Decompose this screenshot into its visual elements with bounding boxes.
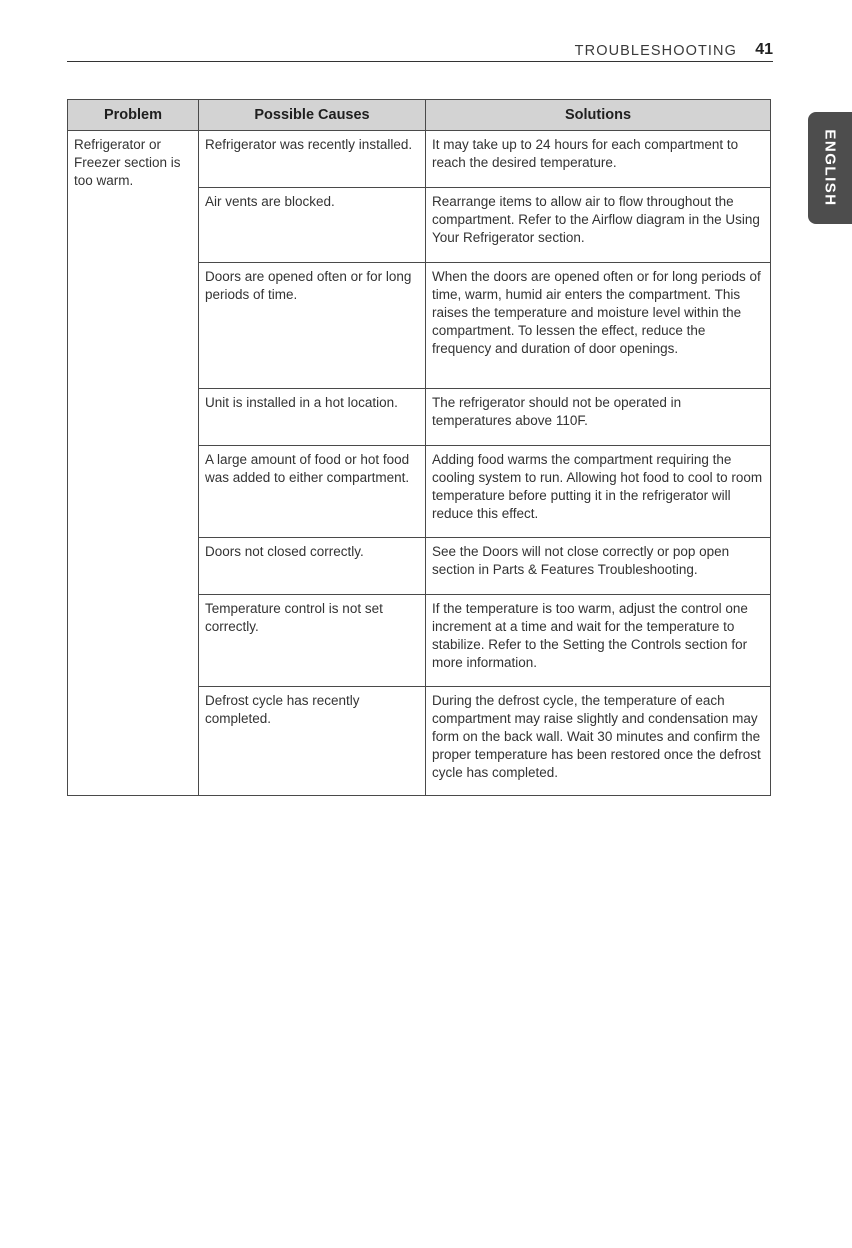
solution-cell: During the defrost cycle, the temperature of each compartment may raise slightly and condensation may form on the back wall. Wait 30 minutes and confirm the proper temperature has been restored once the defrost cycle has completed. [426, 687, 771, 796]
cause-cell: Air vents are blocked. [199, 188, 426, 263]
language-tab [808, 112, 852, 224]
solution-cell: It may take up to 24 hours for each compartment to reach the desired temperature. [426, 131, 771, 188]
problem-cell: Refrigerator or Freezer section is too warm. [68, 131, 199, 796]
column-header-possible-causes: Possible Causes [199, 100, 426, 131]
section-title: TROUBLESHOOTING [574, 43, 737, 59]
header-divider [67, 61, 773, 62]
cause-cell: Doors not closed correctly. [199, 538, 426, 595]
table-row [68, 131, 771, 188]
solution-cell: The refrigerator should not be operated in temperatures above 110F. [426, 389, 771, 446]
cause-cell: Refrigerator was recently installed. [199, 131, 426, 188]
column-header-solutions: Solutions [426, 100, 771, 131]
table-header-row [68, 100, 771, 131]
cause-cell: Unit is installed in a hot location. [199, 389, 426, 446]
language-tab-label: ENGLISH [821, 129, 839, 207]
cause-cell: A large amount of food or hot food was added to either compartment. [199, 446, 426, 538]
solution-cell: When the doors are opened often or for long periods of time, warm, humid air enters the compartment. This raises the temperature and moisture level within the compartment. To lessen the effect, reduce the frequency and duration of door openings. [426, 263, 771, 389]
cause-cell: Doors are opened often or for long periods of time. [199, 263, 426, 389]
page-number: 41 [755, 41, 773, 58]
troubleshooting-table [67, 99, 771, 796]
solution-cell: Adding food warms the compartment requiring the cooling system to run. Allowing hot food to cool to room temperature before putting it in the refrigerator will reduce this effect. [426, 446, 771, 538]
solution-cell: Rearrange items to allow air to flow throughout the compartment. Refer to the Airflow diagram in the Using Your Refrigerator section. [426, 188, 771, 263]
cause-cell: Temperature control is not set correctly. [199, 595, 426, 687]
solution-cell: If the temperature is too warm, adjust the control one increment at a time and wait for the temperature to stabilize. Refer to the Setting the Controls section for more information. [426, 595, 771, 687]
cause-cell: Defrost cycle has recently completed. [199, 687, 426, 796]
solution-cell: See the Doors will not close correctly or pop open section in Parts & Features Troubleshooting. [426, 538, 771, 595]
column-header-problem: Problem [68, 100, 199, 131]
